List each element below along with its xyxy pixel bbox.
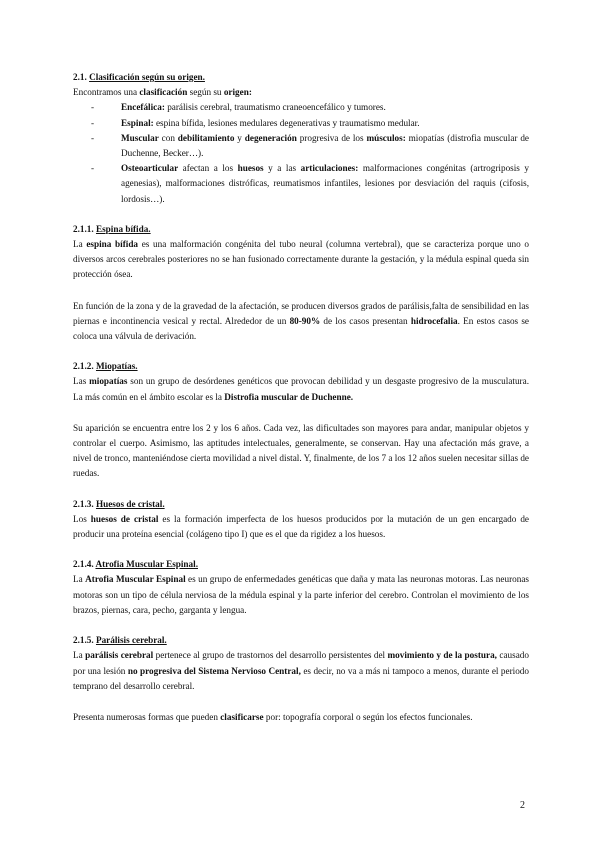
section-title: Clasificación según su origen. — [89, 72, 205, 82]
section-number: 2.1.5. — [73, 635, 94, 646]
section-number: 2.1.2. — [73, 361, 94, 372]
section-number: 2.1.4. — [73, 559, 94, 570]
list-item: - Muscular con debilitamiento y degeneración progresiva de los músculos: miopatías (distrofia muscular de Duchenne, Becker…). — [91, 132, 529, 159]
section-title: Parálisis cerebral. — [95, 635, 167, 646]
list-item: - Espinal: espina bífida, lesiones medulares degenerativas y traumatismo medular. — [91, 117, 420, 128]
paragraph: En función de la zona y de la gravedad de la afectación, se producen diversos grados de parálisis,falta de sensibilidad en las piernas e incontinencia vesical y rectal. Alrededor de un 80-90% de los casos presentan hidrocefalia. En estos casos se coloca una válvula de derivación. — [73, 300, 529, 342]
document-page — [73, 70, 529, 725]
list-item: - Encefálica: parálisis cerebral, traumatismo craneoencefálico y tumores. — [91, 102, 386, 113]
section-heading — [73, 70, 529, 85]
paragraph: La Atrofia Muscular Espinal es un grupo de enfermedades genéticas que daña y mata las neuronas motoras. Las neuronas motoras son un tipo de célula nerviosa de la médula espinal y la parte inferior del cerebro. Controlan el movimiento de los brazos, piernas, cara, pecho, garganta y lengua. — [73, 574, 529, 615]
paragraph: La parálisis cerebral pertenece al grupo de trastornos del desarrollo persistentes del movimiento y de la postura, causado por una lesión no progresiva del Sistema Nervioso Central, es decir, no va a más ni tampoco a menos, durante el periodo temprano del desarrollo cerebral. — [73, 650, 529, 691]
section-heading — [73, 497, 529, 512]
paragraph: La espina bífida es una malformación congénita del tubo neural (columna vertebral), que se caracteriza porque uno o diversos arcos cerebrales posteriores no se han fusionado correctamente durante la gestación, y la médula espinal queda sin protección ósea. — [73, 239, 529, 280]
section-title: Espina bífida. — [95, 223, 151, 234]
section-number: 2.1.1. — [73, 223, 94, 234]
section-heading — [73, 222, 529, 237]
section-number: 2.1.3. — [73, 498, 94, 509]
paragraph: Encontramos una clasificación según su origen: — [73, 87, 252, 98]
section-number: 2.1. — [73, 72, 87, 82]
section-heading — [73, 359, 529, 374]
paragraph: Los huesos de cristal es la formación imperfecta de los huesos producidos por la mutación de un gen encargado de producir una proteína esencial (colágeno tipo I) que es el que da rigidez a los huesos. — [73, 513, 530, 540]
list-item: - Osteoarticular afectan a los huesos y a las articulaciones: malformaciones congénitas (artrogriposis y agenesias), malformaciones distróficas, reumatismos infantiles, lesiones por desviación del raquis (cifosis, lordosis…). — [91, 163, 529, 204]
section-heading — [73, 557, 529, 572]
section-title: Huesos de cristal. — [95, 498, 165, 509]
section-title: Miopatías. — [95, 361, 138, 372]
paragraph: Su aparición se encuentra entre los 2 y los 6 años. Cada vez, las dificultades son mayores para andar, manipular objetos y controlar el cuerpo. Asimismo, las aptitudes intelectuales, generalmente, se conservan. Hay una afectación más grave, a nivel de tronco, manteniéndose cierta movilidad a nivel distal. Y, finalmente, de los 7 a los 12 años suelen necesitar sillas de ruedas. — [73, 422, 529, 479]
section-heading — [73, 633, 529, 648]
origin-list — [73, 100, 529, 206]
paragraph: Presenta numerosas formas que pueden clasificarse por: topografía corporal o según los efectos funcionales. — [73, 711, 473, 722]
section-title: Atrofia Muscular Espinal. — [95, 559, 198, 570]
page-number: 2 — [520, 800, 525, 811]
paragraph: Las miopatías son un grupo de desórdenes genéticos que provocan debilidad y un desgaste progresivo de la musculatura. La más común en el ámbito escolar es la Distrofia muscular de Duchenne. — [73, 376, 529, 402]
